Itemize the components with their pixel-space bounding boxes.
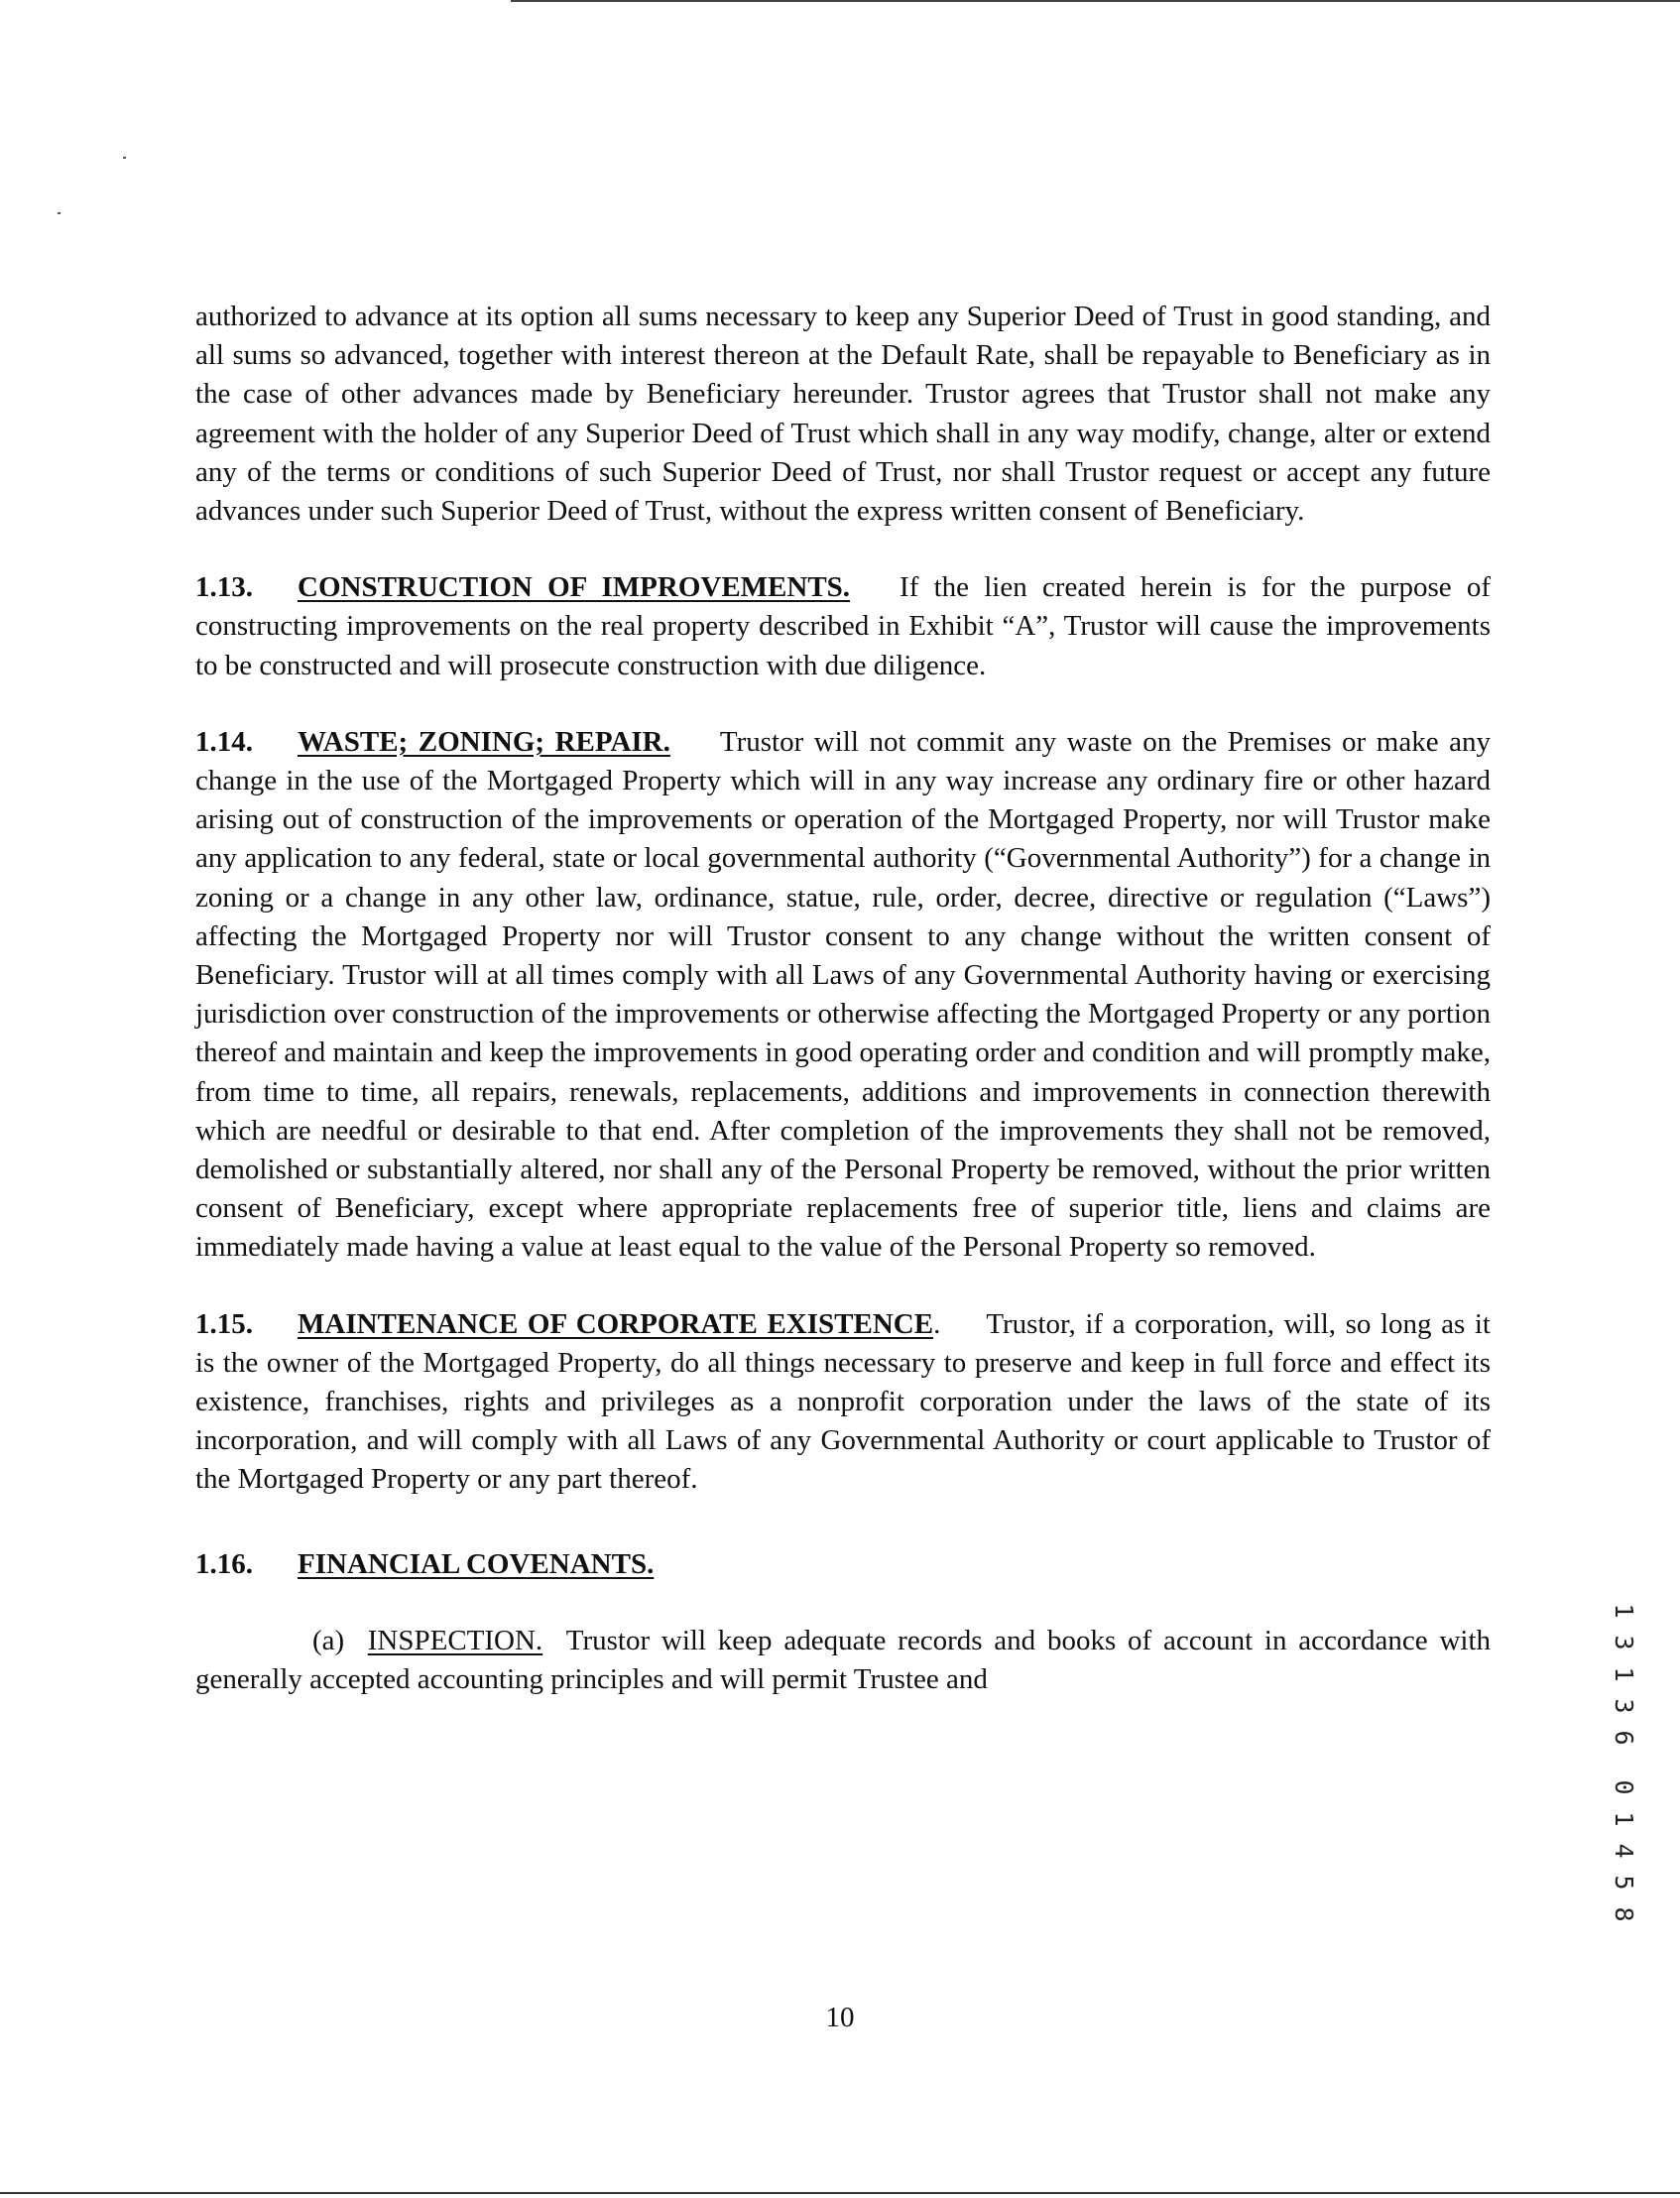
stamp-digit: 4 bbox=[1610, 1843, 1638, 1859]
continuation-paragraph: authorized to advance at its option all sums necessary to keep any Superior Deed of Trust in good standing, and all sums so advanced, together with interest thereon at the Default Rate, shall be repayable to Beneficiary as in the case of other advances made by Beneficiary hereunder. Trustor agrees that Trustor shall not make any agreement with the holder of any Superior Deed of Trust which shall in any way modify, change, alter or extend any of the terms or conditions of such Superior Deed of Trust, nor shall Trustor request or accept any future advances under such Superior Deed of Trust, without the express written consent of Beneficiary. bbox=[195, 301, 1491, 528]
body-text bbox=[195, 298, 1491, 1699]
subsection-label: (a) bbox=[312, 1624, 345, 1656]
section-body: If the lien created herein is for the purpose of constructing improvements on the real property described in Exhibit “A”, Trustor will cause the improvements to be constructed and will prosecute construction with due diligence. bbox=[195, 571, 1491, 681]
stamp-digit: 1 bbox=[1610, 1811, 1638, 1827]
section-1-13 bbox=[195, 568, 1491, 685]
scan-edge-bottom bbox=[0, 2192, 1680, 2194]
margin-recording-stamp bbox=[1609, 1595, 1638, 1930]
subsection-title: INSPECTION. bbox=[367, 1624, 543, 1656]
stamp-digit: 8 bbox=[1610, 1906, 1638, 1922]
stamp-digit: 3 bbox=[1610, 1635, 1638, 1650]
stamp-digit: 6 bbox=[1610, 1730, 1638, 1746]
stamp-digit: 1 bbox=[1610, 1666, 1638, 1682]
section-body: Trustor, if a corporation, will, so long as it is the owner of the Mortgaged Property, do all things necessary to preserve and keep in full force and effect its existence, franchises, rights and privileges as a nonprofit corporation under the laws of the state of its incorporation, and will comply with all Laws of any Governmental Authority or court applicable to Trustor of the Mortgaged Property or any part thereof. bbox=[195, 1307, 1491, 1496]
page-number: 10 bbox=[825, 2002, 855, 2033]
section-number: 1.14. bbox=[195, 725, 253, 758]
subsection-body: Trustor will keep adequate records and books of account in accordance with generally accepted accounting principles and will permit Trustee and bbox=[195, 1624, 1492, 1696]
stamp-digit: 1 bbox=[1610, 1603, 1638, 1619]
section-1-16 bbox=[195, 1545, 1491, 1584]
section-1-14 bbox=[195, 723, 1491, 1268]
section-title-period: . bbox=[933, 1307, 941, 1340]
section-number: 1.15. bbox=[195, 1307, 253, 1340]
section-number: 1.13. bbox=[195, 571, 253, 604]
stamp-digit: 3 bbox=[1610, 1698, 1638, 1714]
section-title: WASTE; ZONING; REPAIR. bbox=[298, 725, 670, 758]
section-body: Trustor will not commit any waste on the Premises or make any change in the use of the Mortgaged Property which will in any way increase any ordinary fire or other hazard arising out of construction of the improvements or operation of the Mortgaged Property, nor will Trustor make any application to any federal, state or local governmental authority (“Governmental Authority”) for a change in zoning or a change in any other law, ordinance, statue, rule, order, decree, directive or regulation (“Laws”) affecting the Mortgaged Property nor will Trustor consent to any change without the written consent of Beneficiary. Trustor will at all times comply with all Laws of any Governmental Authority having or exercising jurisdiction over construction of the improvements or otherwise affecting the Mortgaged Property or any portion thereof and maintain and keep the improvements in good operating order and condition and will promptly make, from time to time, all repairs, renewals, replacements, additions and improvements in connection therewith which are needful or desirable to that end. After completion of the improvements they shall not be removed, demolished or substantially altered, nor shall any of the Personal Property be removed, without the prior written consent of Beneficiary, except where appropriate replacements free of superior title, liens and claims are immediately made having a value at least equal to the value of the Personal Property so removed. bbox=[195, 725, 1491, 1264]
section-title: FINANCIAL COVENANTS. bbox=[298, 1547, 655, 1580]
scan-speck bbox=[123, 157, 126, 159]
section-title: CONSTRUCTION OF IMPROVEMENTS. bbox=[298, 571, 851, 604]
section-1-15 bbox=[195, 1305, 1491, 1500]
subsection-a-inspection bbox=[195, 1622, 1491, 1699]
section-number: 1.16. bbox=[195, 1547, 253, 1580]
section-title: MAINTENANCE OF CORPORATE EXISTENCE bbox=[298, 1307, 934, 1340]
scan-edge-top bbox=[511, 0, 1680, 2]
scan-speck bbox=[58, 212, 60, 214]
stamp-digit: 0 bbox=[1610, 1779, 1638, 1795]
stamp-digit: 5 bbox=[1610, 1875, 1638, 1891]
